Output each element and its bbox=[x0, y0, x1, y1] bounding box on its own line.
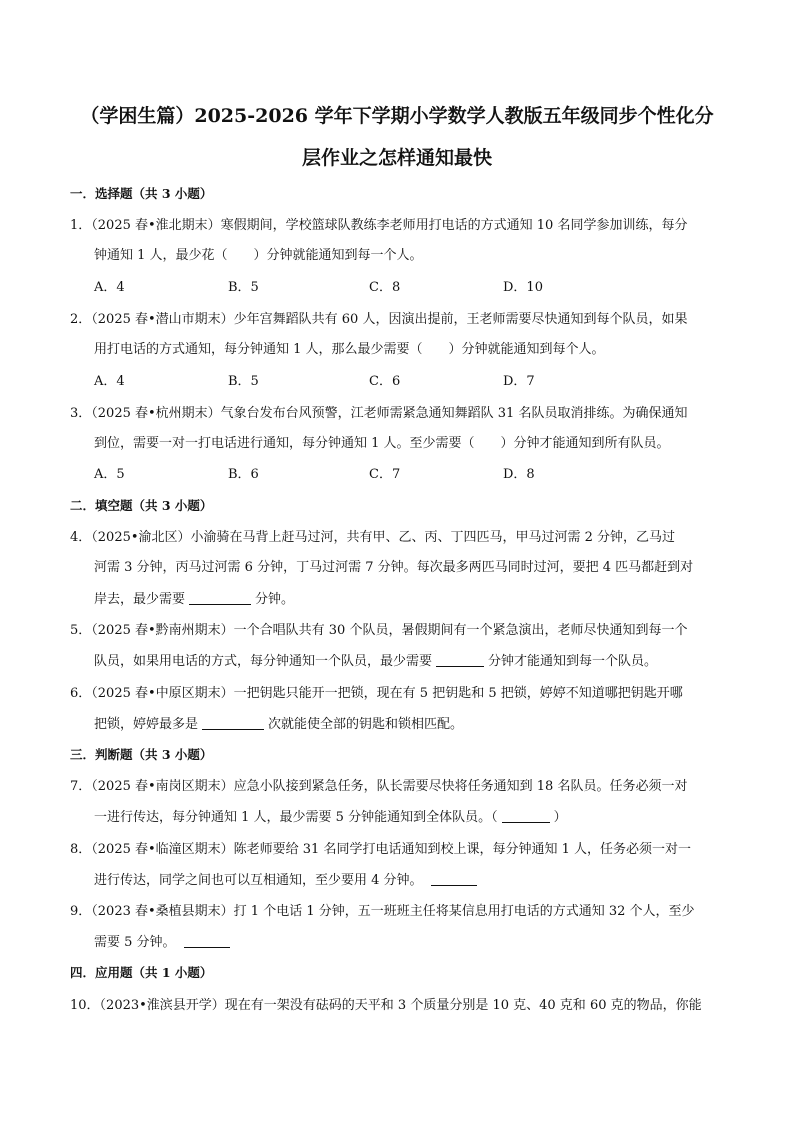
question-4-text-a: 岸去，最少需要 bbox=[94, 592, 186, 607]
option-b[interactable]: B．5 bbox=[228, 280, 259, 295]
question-4-line-2: 河需 3 分钟，丙马过河需 6 分钟，丁马过河需 7 分钟。每次最多两匹马同时过河，要把 4 匹马都赶到对 bbox=[94, 560, 694, 575]
option-d[interactable]: D．7 bbox=[503, 374, 535, 389]
question-1-line-1: 1．（2025 春•淮北期末）寒假期间，学校篮球队教练李老师用打电话的方式通知 10 名同学参加训练，每分 bbox=[70, 218, 688, 233]
question-7-line-2 bbox=[94, 808, 746, 828]
section-heading-application: 四．应用题（共 1 小题） bbox=[70, 965, 213, 980]
question-10-line-1: 10．（2023•淮滨县开学）现在有一架没有砝码的天平和 3 个质量分别是 10 克、40 克和 60 克的物品，你能 bbox=[70, 998, 702, 1013]
section-heading-choice: 一．选择题（共 3 小题） bbox=[70, 186, 213, 201]
question-4-line-1: 4．（2025•渝北区）小渝骑在马背上赶马过河，共有甲、乙、丙、丁四匹马，甲马过河需 2 分钟，乙马过 bbox=[70, 530, 676, 545]
option-d[interactable]: D．10 bbox=[503, 280, 543, 295]
option-c[interactable]: C．7 bbox=[369, 467, 401, 482]
question-8-line-1: 8．（2025 春•临潼区期末）陈老师要给 31 名同学打电话通知到校上课，每分钟通知 1 人，任务必须一对一 bbox=[70, 842, 691, 857]
document-title-line-1: （学困生篇）2025-2026 学年下学期小学数学人教版五年级同步个性化分 bbox=[80, 105, 714, 127]
question-5-text-b: 分钟才能通知到每一个队员。 bbox=[488, 654, 658, 669]
answer-blank[interactable] bbox=[502, 808, 550, 823]
question-9-line-1: 9．（2023 春•桑植县期末）打 1 个电话 1 分钟，五一班班主任将某信息用打电话的方式通知 32 个人，至少 bbox=[70, 904, 695, 919]
question-9-text: 需要 5 分钟。 bbox=[94, 935, 176, 950]
question-3-line-2: 到位，需要一对一打电话进行通知，每分钟通知 1 人。至少需要（ ）分钟才能通知到所有队员。 bbox=[94, 436, 670, 451]
question-4-text-b: 分钟。 bbox=[255, 592, 295, 607]
option-b[interactable]: B．6 bbox=[228, 467, 259, 482]
question-2-line-1: 2．（2025 春•潜山市期末）少年宫舞蹈队共有 60 人，因演出提前，王老师需要尽快通知到每个队员，如果 bbox=[70, 312, 688, 327]
question-7-line-1: 7．（2025 春•南岗区期末）应急小队接到紧急任务，队长需要尽快将任务通知到 18 名队员。任务必须一对 bbox=[70, 779, 688, 794]
question-5-line-1: 5．（2025 春•黔南州期末）一个合唱队共有 30 个队员，暑假期间有一个紧急演出，老师尽快通知到每一个 bbox=[70, 623, 688, 638]
question-2-line-2: 用打电话的方式通知，每分钟通知 1 人，那么最少需要（ ）分钟就能通知到每个人。 bbox=[94, 342, 605, 357]
question-6-line-1: 6．（2025 春•中原区期末）一把钥匙只能开一把锁，现在有 5 把钥匙和 5 把锁，婷婷不知道哪把钥匙开哪 bbox=[70, 686, 683, 701]
question-8-text: 进行传达，同学之间也可以互相通知，至少要用 4 分钟。 bbox=[94, 873, 423, 888]
option-b[interactable]: B．5 bbox=[228, 374, 259, 389]
question-6-text-a: 把锁，婷婷最多是 bbox=[94, 717, 199, 732]
answer-blank[interactable] bbox=[436, 652, 484, 667]
option-a[interactable]: A．4 bbox=[94, 280, 125, 295]
question-9-line-2 bbox=[94, 933, 746, 953]
option-c[interactable]: C．8 bbox=[369, 280, 401, 295]
question-7-text-b: ） bbox=[553, 810, 567, 825]
question-6-line-2 bbox=[94, 715, 746, 735]
question-5-line-2 bbox=[94, 652, 746, 672]
section-heading-judge: 三．判断题（共 3 小题） bbox=[70, 747, 213, 762]
question-1-line-2: 钟通知 1 人，最少花（ ）分钟就能通知到每一个人。 bbox=[94, 248, 423, 263]
question-5-text-a: 队员，如果用电话的方式，每分钟通知一个队员，最少需要 bbox=[94, 654, 433, 669]
section-heading-fill: 二．填空题（共 3 小题） bbox=[70, 498, 213, 513]
option-d[interactable]: D．8 bbox=[503, 467, 535, 482]
option-a[interactable]: A．4 bbox=[94, 374, 125, 389]
question-3-line-1: 3．（2025 春•杭州期末）气象台发布台风预警，江老师需紧急通知舞蹈队 31 名队员取消排练。为确保通知 bbox=[70, 406, 688, 421]
question-8-line-2 bbox=[94, 871, 746, 891]
question-4-line-3 bbox=[94, 590, 746, 610]
question-7-text-a: 一进行传达，每分钟通知 1 人，最少需要 5 分钟能通知到全体队员。（ bbox=[94, 810, 498, 825]
answer-blank[interactable] bbox=[184, 933, 230, 948]
answer-blank[interactable] bbox=[431, 871, 477, 886]
question-6-text-b: 次就能使全部的钥匙和锁相匹配。 bbox=[268, 717, 464, 732]
document-title-line-2: 层作业之怎样通知最快 bbox=[301, 147, 492, 169]
answer-blank[interactable] bbox=[189, 590, 251, 605]
answer-blank[interactable] bbox=[202, 715, 264, 730]
option-c[interactable]: C．6 bbox=[369, 374, 401, 389]
option-a[interactable]: A．5 bbox=[94, 467, 125, 482]
